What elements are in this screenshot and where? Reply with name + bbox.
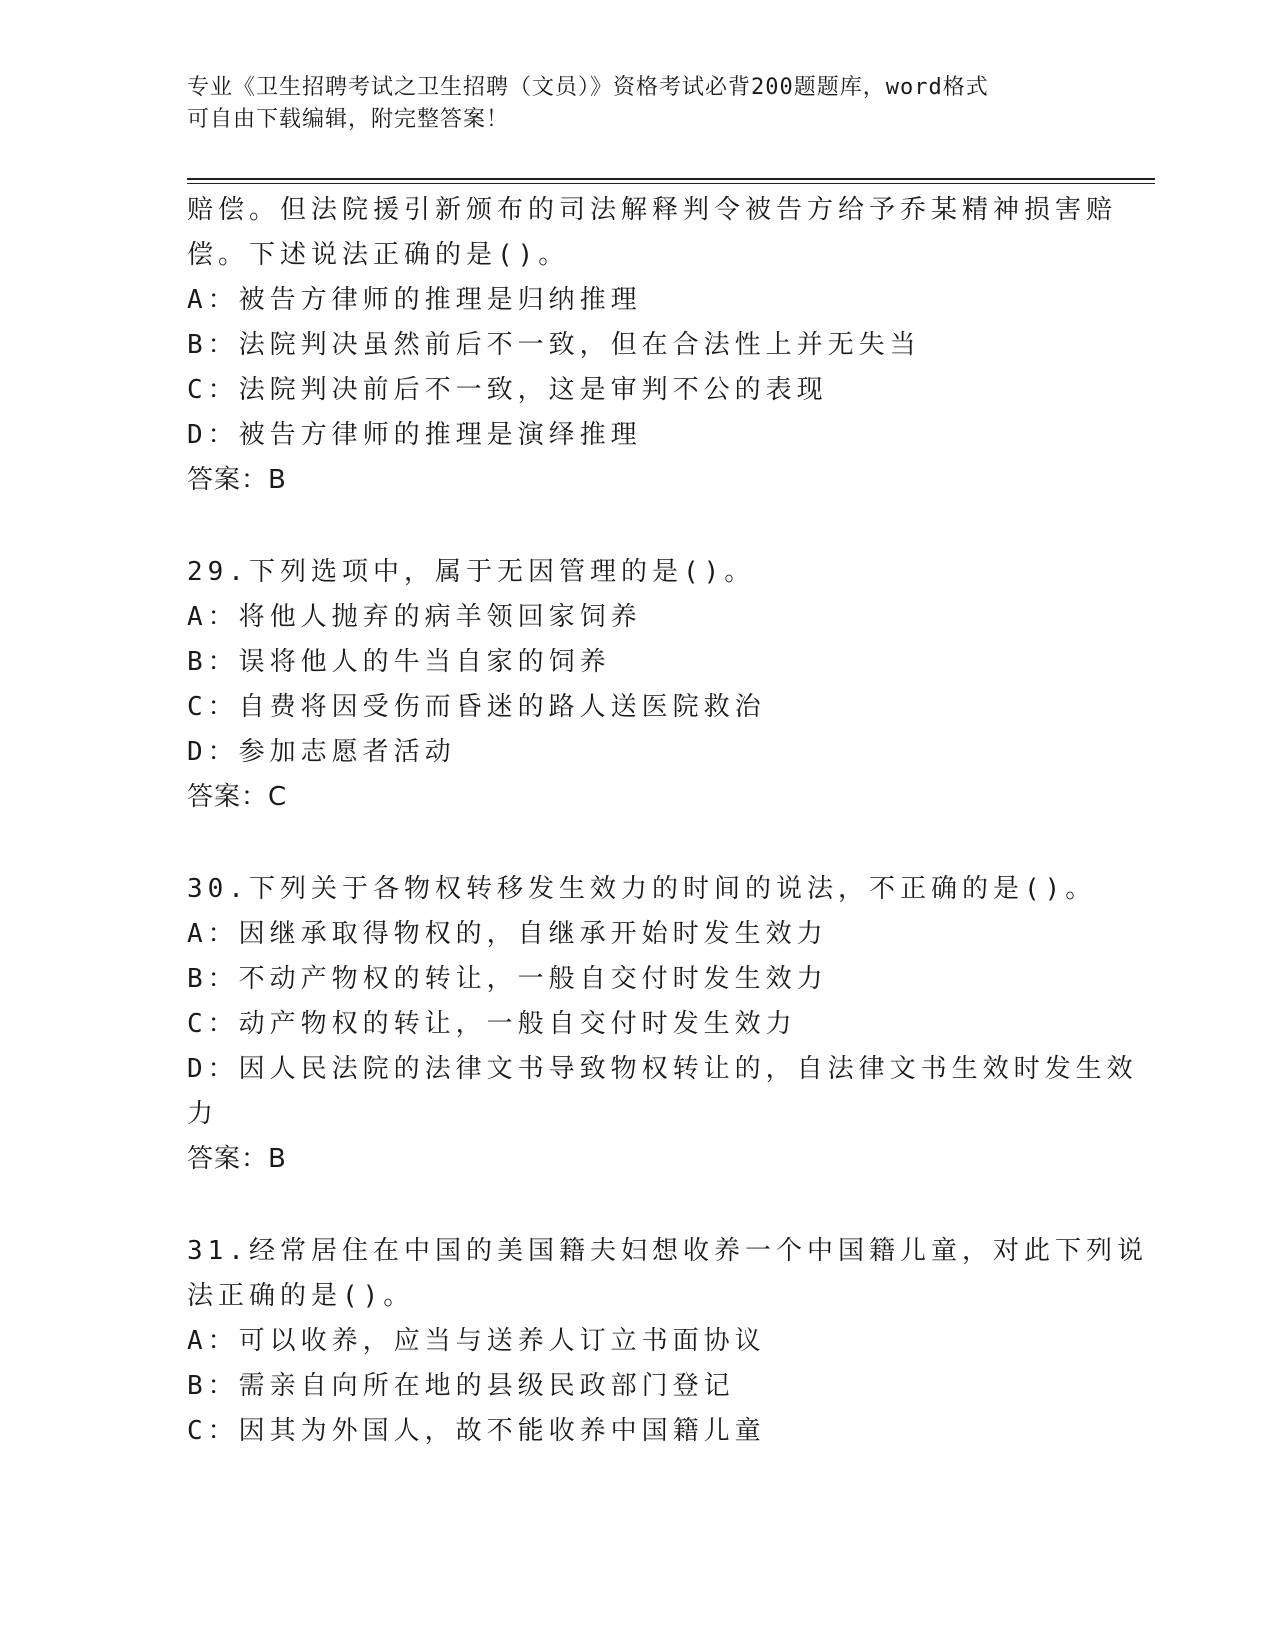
option-c: C：因其为外国人，故不能收养中国籍儿童: [187, 1416, 766, 1446]
header-line-2: 可自由下载编辑，附完整答案！: [187, 107, 510, 132]
answer: 答案：C: [187, 782, 288, 812]
question-31: [187, 1229, 1148, 1454]
option-a: A：将他人抛弃的病羊领回家饲养: [187, 602, 642, 632]
option-c: C：自费将因受伤而昏迷的路人送医院救治: [187, 692, 766, 722]
option-a: A：可以收养，应当与送养人订立书面协议: [187, 1326, 766, 1356]
option-a: A：被告方律师的推理是归纳推理: [187, 285, 642, 315]
spacer: [187, 820, 1087, 867]
header-rule-thick: [187, 178, 1155, 180]
question-list: [187, 188, 1148, 1454]
question-text: 法正确的是()。: [187, 1281, 415, 1311]
option-d: D：参加志愿者活动: [187, 737, 456, 767]
spacer: [187, 1182, 1087, 1229]
document-header: [187, 72, 1087, 136]
question-28: [187, 188, 1118, 503]
option-d: D：被告方律师的推理是演绎推理: [187, 420, 642, 450]
answer: 答案：B: [187, 465, 287, 495]
option-b: B：误将他人的牛当自家的饲养: [187, 647, 611, 677]
question-text: 29.下列选项中，属于无因管理的是()。: [187, 557, 756, 587]
header-line-1: 专业《卫生招聘考试之卫生招聘（文员）》资格考试必背200题题库，word格式: [187, 75, 989, 100]
question-text: 31.经常居住在中国的美国籍夫妇想收养一个中国籍儿童，对此下列说: [187, 1236, 1148, 1266]
spacer: [187, 503, 1087, 550]
question-text: 30.下列关于各物权转移发生效力的时间的说法，不正确的是()。: [187, 874, 1097, 904]
question-30: [187, 867, 1138, 1182]
header-rule-thin: [187, 183, 1155, 184]
option-b: B：不动产物权的转让，一般自交付时发生效力: [187, 964, 828, 994]
question-text: 偿。下述说法正确的是()。: [187, 240, 570, 270]
option-d-continued: 力: [187, 1099, 219, 1129]
option-c: C：法院判决前后不一致，这是审判不公的表现: [187, 375, 828, 405]
option-c: C：动产物权的转让，一般自交付时发生效力: [187, 1009, 797, 1039]
question-29: [187, 550, 1087, 820]
option-b: B：需亲自向所在地的县级民政部门登记: [187, 1371, 735, 1401]
option-a: A：因继承取得物权的，自继承开始时发生效力: [187, 919, 828, 949]
question-text: 赔偿。但法院援引新颁布的司法解释判令被告方给予乔某精神损害赔: [187, 195, 1118, 225]
answer: 答案：B: [187, 1144, 287, 1174]
option-b: B：法院判决虽然前后不一致，但在合法性上并无失当: [187, 330, 921, 360]
option-d: D：因人民法院的法律文书导致物权转让的，自法律文书生效时发生效: [187, 1054, 1138, 1084]
